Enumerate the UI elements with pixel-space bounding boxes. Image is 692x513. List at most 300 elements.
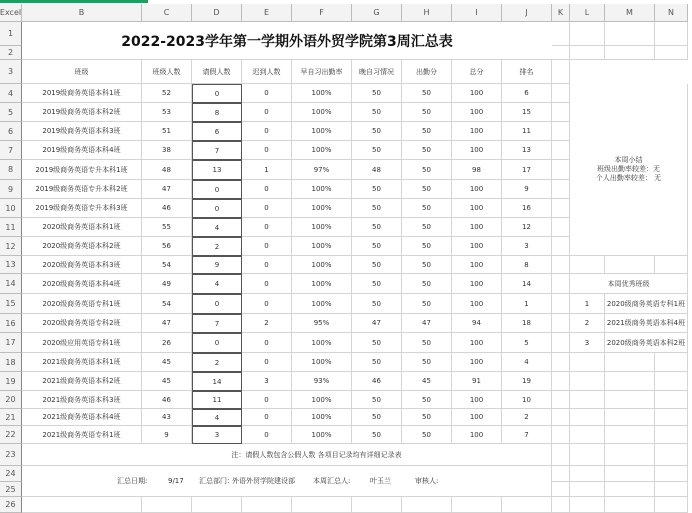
data-cell-rate[interactable]: 100%: [292, 122, 352, 141]
class-name-cell[interactable]: 2019级商务英语本科1班: [22, 84, 142, 103]
column-title-2[interactable]: 班级人数: [142, 60, 192, 84]
data-cell-late[interactable]: 0: [242, 84, 292, 103]
excellent-class[interactable]: 2020级商务英语本科2班: [605, 333, 688, 353]
empty-cell[interactable]: [570, 256, 605, 274]
data-cell-leave[interactable]: 2: [192, 237, 242, 256]
data-cell-leave[interactable]: 11: [192, 391, 242, 409]
class-name-cell[interactable]: 2021级商务英语本科2班: [22, 372, 142, 391]
column-header-g[interactable]: G: [352, 4, 402, 22]
data-cell-rate[interactable]: 100%: [292, 218, 352, 237]
empty-cell[interactable]: [242, 497, 292, 513]
column-title-7[interactable]: 出勤分: [402, 60, 452, 84]
row-header-9[interactable]: 9: [0, 180, 22, 199]
data-cell-late[interactable]: 2: [242, 314, 292, 333]
data-cell-rank[interactable]: 14: [502, 274, 552, 294]
row-header-19[interactable]: 19: [0, 372, 22, 391]
data-cell-evening[interactable]: 50: [352, 391, 402, 409]
row-header-20[interactable]: 20: [0, 391, 22, 409]
column-title-1[interactable]: 班级: [22, 60, 142, 84]
data-cell-size[interactable]: 45: [142, 353, 192, 372]
data-cell-size[interactable]: 46: [142, 199, 192, 218]
class-name-cell[interactable]: 2019级商务英语本科4班: [22, 141, 142, 160]
data-cell-evening[interactable]: 50: [352, 180, 402, 199]
class-name-cell[interactable]: 2020级应用英语专科1班: [22, 333, 142, 353]
data-cell-leave[interactable]: 2: [192, 353, 242, 372]
data-cell-total[interactable]: 100: [452, 294, 502, 314]
data-cell-leave[interactable]: 14: [192, 372, 242, 391]
data-cell-att[interactable]: 50: [402, 409, 452, 426]
data-cell-leave[interactable]: 3: [192, 426, 242, 444]
data-cell-evening[interactable]: 50: [352, 199, 402, 218]
column-header-m[interactable]: M: [605, 4, 655, 22]
data-cell-size[interactable]: 48: [142, 160, 192, 180]
empty-cell[interactable]: [570, 372, 605, 391]
empty-cell[interactable]: [552, 466, 570, 482]
data-cell-att[interactable]: 45: [402, 372, 452, 391]
row-header-3[interactable]: 3: [0, 60, 22, 84]
data-cell-total[interactable]: 100: [452, 141, 502, 160]
excellent-rank[interactable]: 3: [570, 333, 605, 353]
data-cell-rate[interactable]: 100%: [292, 180, 352, 199]
row-header-23[interactable]: 23: [0, 444, 22, 466]
excellent-class[interactable]: 2020级商务英语专科1班: [605, 294, 688, 314]
empty-cell[interactable]: [655, 256, 688, 274]
empty-cell[interactable]: [605, 426, 655, 444]
data-cell-size[interactable]: 55: [142, 218, 192, 237]
data-cell-size[interactable]: 56: [142, 237, 192, 256]
data-cell-leave[interactable]: 7: [192, 314, 242, 333]
data-cell-att[interactable]: 50: [402, 333, 452, 353]
empty-cell[interactable]: [552, 141, 570, 160]
data-cell-late[interactable]: 0: [242, 391, 292, 409]
data-cell-total[interactable]: 100: [452, 256, 502, 274]
data-cell-size[interactable]: 52: [142, 84, 192, 103]
data-cell-size[interactable]: 53: [142, 103, 192, 122]
data-cell-rate[interactable]: 100%: [292, 199, 352, 218]
data-cell-size[interactable]: 51: [142, 122, 192, 141]
data-cell-rank[interactable]: 1: [502, 294, 552, 314]
row-header-21[interactable]: 21: [0, 409, 22, 426]
row-header-2[interactable]: 2: [0, 46, 22, 60]
data-cell-evening[interactable]: 50: [352, 122, 402, 141]
data-cell-size[interactable]: 38: [142, 141, 192, 160]
empty-cell[interactable]: [655, 391, 688, 409]
data-cell-total[interactable]: 98: [452, 160, 502, 180]
data-cell-rate[interactable]: 100%: [292, 426, 352, 444]
data-cell-rate[interactable]: 100%: [292, 103, 352, 122]
empty-cell[interactable]: [655, 444, 688, 466]
data-cell-leave[interactable]: 9: [192, 256, 242, 274]
empty-cell[interactable]: [552, 274, 570, 294]
empty-cell[interactable]: [352, 497, 402, 513]
class-name-cell[interactable]: 2019级商务英语专升本科2班: [22, 180, 142, 199]
data-cell-evening[interactable]: 50: [352, 141, 402, 160]
data-cell-rate[interactable]: 97%: [292, 160, 352, 180]
data-cell-late[interactable]: 0: [242, 218, 292, 237]
data-cell-total[interactable]: 100: [452, 199, 502, 218]
data-cell-total[interactable]: 100: [452, 122, 502, 141]
data-cell-size[interactable]: 9: [142, 426, 192, 444]
empty-cell[interactable]: [605, 409, 655, 426]
data-cell-late[interactable]: 0: [242, 333, 292, 353]
data-cell-late[interactable]: 0: [242, 274, 292, 294]
data-cell-leave[interactable]: 0: [192, 333, 242, 353]
data-cell-leave[interactable]: 7: [192, 141, 242, 160]
data-cell-rate[interactable]: 100%: [292, 141, 352, 160]
data-cell-att[interactable]: 50: [402, 237, 452, 256]
empty-cell[interactable]: [552, 372, 570, 391]
column-header-f[interactable]: F: [292, 4, 352, 22]
data-cell-att[interactable]: 50: [402, 199, 452, 218]
class-name-cell[interactable]: 2021级商务英语本科1班: [22, 353, 142, 372]
data-cell-total[interactable]: 100: [452, 409, 502, 426]
class-name-cell[interactable]: 2019级商务英语本科3班: [22, 122, 142, 141]
empty-cell[interactable]: [552, 60, 570, 84]
data-cell-evening[interactable]: 50: [352, 237, 402, 256]
data-cell-late[interactable]: 0: [242, 256, 292, 274]
data-cell-evening[interactable]: 46: [352, 372, 402, 391]
class-name-cell[interactable]: 2020级商务英语本科4班: [22, 274, 142, 294]
empty-cell[interactable]: [605, 466, 655, 482]
row-header-8[interactable]: 8: [0, 160, 22, 180]
empty-cell[interactable]: [552, 218, 570, 237]
data-cell-rate[interactable]: 100%: [292, 274, 352, 294]
data-cell-late[interactable]: 1: [242, 160, 292, 180]
column-header-d[interactable]: D: [192, 4, 242, 22]
row-header-25[interactable]: 25: [0, 482, 22, 497]
empty-cell[interactable]: [552, 122, 570, 141]
empty-cell[interactable]: [570, 482, 605, 497]
row-header-17[interactable]: 17: [0, 333, 22, 353]
data-cell-rank[interactable]: 9: [502, 180, 552, 199]
empty-cell[interactable]: [570, 22, 605, 46]
data-cell-att[interactable]: 50: [402, 141, 452, 160]
data-cell-leave[interactable]: 6: [192, 122, 242, 141]
data-cell-att[interactable]: 47: [402, 314, 452, 333]
data-cell-evening[interactable]: 50: [352, 84, 402, 103]
empty-cell[interactable]: [570, 497, 605, 513]
empty-cell[interactable]: [552, 391, 570, 409]
empty-cell[interactable]: [570, 444, 605, 466]
empty-cell[interactable]: [552, 237, 570, 256]
empty-cell[interactable]: [552, 46, 570, 60]
data-cell-rank[interactable]: 16: [502, 199, 552, 218]
empty-cell[interactable]: [605, 444, 655, 466]
empty-cell[interactable]: [552, 294, 570, 314]
data-cell-rate[interactable]: 93%: [292, 372, 352, 391]
data-cell-evening[interactable]: 50: [352, 218, 402, 237]
data-cell-late[interactable]: 0: [242, 199, 292, 218]
data-cell-late[interactable]: 0: [242, 426, 292, 444]
data-cell-att[interactable]: 50: [402, 180, 452, 199]
data-cell-rank[interactable]: 3: [502, 237, 552, 256]
data-cell-size[interactable]: 46: [142, 391, 192, 409]
data-cell-late[interactable]: 0: [242, 103, 292, 122]
empty-cell[interactable]: [552, 22, 570, 46]
data-cell-evening[interactable]: 50: [352, 274, 402, 294]
empty-cell[interactable]: [655, 482, 688, 497]
data-cell-rate[interactable]: 100%: [292, 353, 352, 372]
empty-cell[interactable]: [552, 180, 570, 199]
data-cell-size[interactable]: 49: [142, 274, 192, 294]
data-cell-leave[interactable]: 0: [192, 84, 242, 103]
data-cell-late[interactable]: 0: [242, 294, 292, 314]
data-cell-late[interactable]: 0: [242, 122, 292, 141]
class-name-cell[interactable]: 2020级商务英语本科3班: [22, 256, 142, 274]
data-cell-att[interactable]: 50: [402, 274, 452, 294]
empty-cell[interactable]: [605, 372, 655, 391]
data-cell-att[interactable]: 50: [402, 160, 452, 180]
data-cell-att[interactable]: 50: [402, 122, 452, 141]
data-cell-att[interactable]: 50: [402, 256, 452, 274]
column-title-3[interactable]: 请假人数: [192, 60, 242, 84]
data-cell-rate[interactable]: 100%: [292, 256, 352, 274]
data-cell-evening[interactable]: 50: [352, 409, 402, 426]
column-header-h[interactable]: H: [402, 4, 452, 22]
empty-cell[interactable]: [502, 497, 552, 513]
row-header-7[interactable]: 7: [0, 141, 22, 160]
column-header-k[interactable]: K: [552, 4, 570, 22]
row-header-5[interactable]: 5: [0, 103, 22, 122]
row-header-24[interactable]: 24: [0, 466, 22, 482]
empty-cell[interactable]: [292, 497, 352, 513]
row-header-4[interactable]: 4: [0, 84, 22, 103]
data-cell-leave[interactable]: 0: [192, 199, 242, 218]
data-cell-total[interactable]: 100: [452, 218, 502, 237]
empty-cell[interactable]: [655, 466, 688, 482]
empty-cell[interactable]: [552, 256, 570, 274]
data-cell-rate[interactable]: 100%: [292, 333, 352, 353]
data-cell-evening[interactable]: 50: [352, 256, 402, 274]
class-name-cell[interactable]: 2021级商务英语专科1班: [22, 426, 142, 444]
empty-cell[interactable]: [605, 46, 655, 60]
row-header-12[interactable]: 12: [0, 237, 22, 256]
data-cell-rank[interactable]: 18: [502, 314, 552, 333]
footer-cell[interactable]: [22, 466, 552, 497]
empty-cell[interactable]: [142, 497, 192, 513]
data-cell-rank[interactable]: 7: [502, 426, 552, 444]
data-cell-evening[interactable]: 50: [352, 426, 402, 444]
data-cell-leave[interactable]: 0: [192, 294, 242, 314]
class-name-cell[interactable]: 2019级商务英语本科2班: [22, 103, 142, 122]
data-cell-leave[interactable]: 4: [192, 409, 242, 426]
data-cell-evening[interactable]: 50: [352, 333, 402, 353]
data-cell-rank[interactable]: 15: [502, 103, 552, 122]
row-header-22[interactable]: 22: [0, 426, 22, 444]
empty-cell[interactable]: [22, 497, 142, 513]
data-cell-total[interactable]: 100: [452, 237, 502, 256]
empty-cell[interactable]: [655, 497, 688, 513]
data-cell-size[interactable]: 43: [142, 409, 192, 426]
data-cell-leave[interactable]: 0: [192, 180, 242, 199]
data-cell-rank[interactable]: 12: [502, 218, 552, 237]
row-header-6[interactable]: 6: [0, 122, 22, 141]
empty-cell[interactable]: [570, 466, 605, 482]
empty-cell[interactable]: [655, 426, 688, 444]
empty-cell[interactable]: [570, 353, 605, 372]
empty-cell[interactable]: [570, 409, 605, 426]
data-cell-evening[interactable]: 48: [352, 160, 402, 180]
empty-cell[interactable]: [605, 482, 655, 497]
empty-cell[interactable]: [552, 160, 570, 180]
data-cell-rank[interactable]: 10: [502, 391, 552, 409]
data-cell-total[interactable]: 100: [452, 426, 502, 444]
weekly-summary-cell[interactable]: [570, 84, 688, 256]
data-cell-size[interactable]: 54: [142, 294, 192, 314]
data-cell-size[interactable]: 45: [142, 372, 192, 391]
data-cell-att[interactable]: 50: [402, 294, 452, 314]
data-cell-leave[interactable]: 4: [192, 274, 242, 294]
empty-cell[interactable]: [605, 22, 655, 46]
data-cell-total[interactable]: 100: [452, 391, 502, 409]
data-cell-att[interactable]: 50: [402, 391, 452, 409]
row-header-10[interactable]: 10: [0, 199, 22, 218]
row-header-13[interactable]: 13: [0, 256, 22, 274]
row-header-16[interactable]: 16: [0, 314, 22, 333]
data-cell-evening[interactable]: 50: [352, 294, 402, 314]
sheet-title[interactable]: 2022-2023学年第一学期外语外贸学院第3周汇总表: [22, 22, 552, 60]
excellent-rank[interactable]: 1: [570, 294, 605, 314]
excellent-class[interactable]: 2021级商务英语本科4班: [605, 314, 688, 333]
column-title-6[interactable]: 晚自习情况: [352, 60, 402, 84]
data-cell-leave[interactable]: 13: [192, 160, 242, 180]
data-cell-size[interactable]: 54: [142, 256, 192, 274]
data-cell-att[interactable]: 50: [402, 218, 452, 237]
data-cell-late[interactable]: 0: [242, 180, 292, 199]
column-header-c[interactable]: C: [142, 4, 192, 22]
empty-cell[interactable]: [605, 353, 655, 372]
data-cell-leave[interactable]: 4: [192, 218, 242, 237]
data-cell-late[interactable]: 0: [242, 141, 292, 160]
row-header-1[interactable]: 1: [0, 22, 22, 46]
class-name-cell[interactable]: 2021级商务英语本科3班: [22, 391, 142, 409]
data-cell-late[interactable]: 3: [242, 372, 292, 391]
data-cell-total[interactable]: 100: [452, 274, 502, 294]
data-cell-total[interactable]: 100: [452, 353, 502, 372]
class-name-cell[interactable]: 2020级商务英语本科1班: [22, 218, 142, 237]
column-title-8[interactable]: 总分: [452, 60, 502, 84]
row-header-26[interactable]: 26: [0, 497, 22, 513]
empty-cell[interactable]: [552, 482, 570, 497]
class-name-cell[interactable]: 2021级商务英语本科4班: [22, 409, 142, 426]
column-title-5[interactable]: 早自习出勤率: [292, 60, 352, 84]
data-cell-total[interactable]: 100: [452, 180, 502, 199]
empty-cell[interactable]: [655, 22, 688, 46]
data-cell-rate[interactable]: 95%: [292, 314, 352, 333]
empty-cell[interactable]: [655, 46, 688, 60]
empty-cell[interactable]: [570, 391, 605, 409]
row-header-15[interactable]: 15: [0, 294, 22, 314]
empty-cell[interactable]: [570, 426, 605, 444]
empty-cell[interactable]: [552, 409, 570, 426]
data-cell-rank[interactable]: 11: [502, 122, 552, 141]
data-cell-att[interactable]: 50: [402, 426, 452, 444]
empty-cell[interactable]: [552, 84, 570, 103]
data-cell-rank[interactable]: 8: [502, 256, 552, 274]
data-cell-size[interactable]: 47: [142, 314, 192, 333]
data-cell-late[interactable]: 0: [242, 353, 292, 372]
column-header-e[interactable]: E: [242, 4, 292, 22]
excellent-heading-cell[interactable]: [570, 274, 688, 294]
empty-cell[interactable]: [605, 391, 655, 409]
empty-cell[interactable]: [552, 314, 570, 333]
data-cell-total[interactable]: 100: [452, 333, 502, 353]
data-cell-rate[interactable]: 100%: [292, 409, 352, 426]
data-cell-rank[interactable]: 19: [502, 372, 552, 391]
empty-cell[interactable]: [552, 199, 570, 218]
empty-cell[interactable]: [552, 426, 570, 444]
data-cell-rate[interactable]: 100%: [292, 391, 352, 409]
data-cell-att[interactable]: 50: [402, 353, 452, 372]
empty-cell[interactable]: [192, 497, 242, 513]
data-cell-evening[interactable]: 47: [352, 314, 402, 333]
data-cell-total[interactable]: 100: [452, 103, 502, 122]
data-cell-att[interactable]: 50: [402, 84, 452, 103]
empty-cell[interactable]: [605, 497, 655, 513]
data-cell-size[interactable]: 47: [142, 180, 192, 199]
data-cell-evening[interactable]: 50: [352, 103, 402, 122]
empty-cell[interactable]: [552, 103, 570, 122]
note-cell[interactable]: [22, 444, 552, 466]
data-cell-rate[interactable]: 100%: [292, 237, 352, 256]
column-header-n[interactable]: N: [655, 4, 688, 22]
data-cell-size[interactable]: 26: [142, 333, 192, 353]
data-cell-rank[interactable]: 5: [502, 333, 552, 353]
class-name-cell[interactable]: 2020级商务英语专科2班: [22, 314, 142, 333]
class-name-cell[interactable]: 2020级商务英语专科1班: [22, 294, 142, 314]
data-cell-att[interactable]: 50: [402, 103, 452, 122]
empty-cell[interactable]: [452, 497, 502, 513]
class-name-cell[interactable]: 2019级商务英语专升本科3班: [22, 199, 142, 218]
data-cell-rank[interactable]: 13: [502, 141, 552, 160]
column-header-l[interactable]: L: [570, 4, 605, 22]
data-cell-total[interactable]: 91: [452, 372, 502, 391]
empty-cell[interactable]: [655, 372, 688, 391]
excellent-rank[interactable]: 2: [570, 314, 605, 333]
row-header-11[interactable]: 11: [0, 218, 22, 237]
data-cell-late[interactable]: 0: [242, 237, 292, 256]
column-header-i[interactable]: I: [452, 4, 502, 22]
data-cell-rank[interactable]: 4: [502, 353, 552, 372]
data-cell-rank[interactable]: 6: [502, 84, 552, 103]
data-cell-total[interactable]: 94: [452, 314, 502, 333]
column-title-4[interactable]: 迟到人数: [242, 60, 292, 84]
data-cell-rank[interactable]: 2: [502, 409, 552, 426]
empty-cell[interactable]: [605, 256, 655, 274]
empty-cell[interactable]: [402, 497, 452, 513]
empty-cell[interactable]: [552, 333, 570, 353]
column-header-b[interactable]: B: [22, 4, 142, 22]
column-header-j[interactable]: J: [502, 4, 552, 22]
row-header-14[interactable]: 14: [0, 274, 22, 294]
data-cell-total[interactable]: 100: [452, 84, 502, 103]
data-cell-leave[interactable]: 8: [192, 103, 242, 122]
empty-cell[interactable]: [655, 353, 688, 372]
class-name-cell[interactable]: 2020级商务英语本科2班: [22, 237, 142, 256]
empty-cell[interactable]: [552, 497, 570, 513]
class-name-cell[interactable]: 2019级商务英语专升本科1班: [22, 160, 142, 180]
data-cell-rank[interactable]: 17: [502, 160, 552, 180]
column-title-9[interactable]: 排名: [502, 60, 552, 84]
row-header-18[interactable]: 18: [0, 353, 22, 372]
empty-cell[interactable]: [655, 409, 688, 426]
data-cell-late[interactable]: 0: [242, 409, 292, 426]
data-cell-rate[interactable]: 100%: [292, 294, 352, 314]
empty-cell[interactable]: [570, 46, 605, 60]
empty-cell[interactable]: [552, 444, 570, 466]
data-cell-rate[interactable]: 100%: [292, 84, 352, 103]
empty-cell[interactable]: [552, 353, 570, 372]
